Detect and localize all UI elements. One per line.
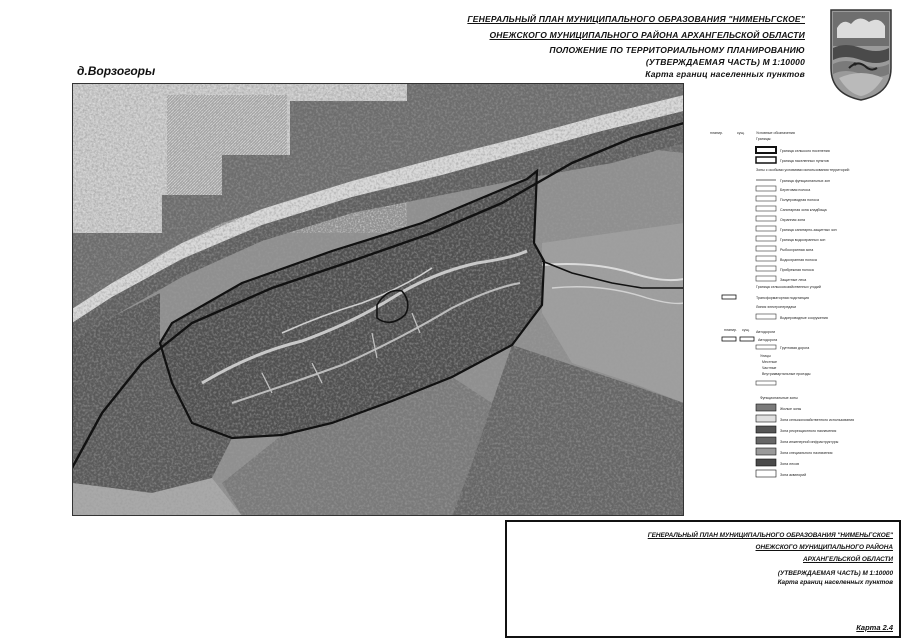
- legend-swatch: [756, 186, 776, 191]
- legend-zone-swatch: [756, 415, 776, 422]
- legend-item-label: Граница водоохранных зон: [780, 238, 826, 242]
- legend-col-plan: планир.: [710, 131, 724, 135]
- legend-zone-swatch: [756, 437, 776, 444]
- legend-col-plan: планир.: [724, 328, 738, 332]
- legend-item-label: Граница функциональных зон: [780, 179, 831, 183]
- stamp-line-5: Карта границ населенных пунктов: [777, 579, 893, 586]
- legend-swatch: [756, 147, 776, 153]
- legend-zone-swatch: [756, 459, 776, 466]
- legend-swatch: [756, 196, 776, 201]
- header-line-2: ОНЕЖСКОГО МУНИЦИПАЛЬНОГО РАЙОНА АРХАНГЕЛЬСКОЙ ОБЛАСТИ: [489, 30, 805, 40]
- legend-item-label: Граница санитарно-защитных зон: [780, 228, 837, 232]
- legend-item-label: Трансформаторная подстанция: [756, 296, 810, 300]
- legend-swatch: [756, 256, 776, 261]
- legend-swatch: [756, 206, 776, 211]
- header-line-5: Карта границ населенных пунктов: [645, 69, 805, 79]
- legend-swatch: [756, 236, 776, 241]
- legend-item-label: Зоны с особыми условиями использования территорий:: [756, 168, 850, 172]
- header-line-3: ПОЛОЖЕНИЕ ПО ТЕРРИТОРИАЛЬНОМУ ПЛАНИРОВАНИЮ: [549, 45, 805, 55]
- legend-transport-label: Частные: [762, 366, 777, 370]
- legend-zones: [756, 396, 854, 477]
- legend-border-items: [722, 147, 850, 320]
- legend-swatch: [756, 381, 776, 385]
- village-label: д.Ворзогоры: [77, 64, 156, 78]
- legend-zone-label: Зона инженерной инфраструктуры: [780, 440, 839, 444]
- legend-col-exist: сущ.: [737, 131, 745, 135]
- legend-zone-label: Зона акваторий: [780, 473, 807, 477]
- stamp-line-1: ГЕНЕРАЛЬНЫЙ ПЛАН МУНИЦИПАЛЬНОГО ОБРАЗОВАНИЯ "НИМЕНЬГСКОЕ": [647, 532, 893, 539]
- legend-col-exist: сущ.: [742, 328, 750, 332]
- legend-zone-swatch: [756, 470, 776, 477]
- legend-section-transport: Автодороги: [756, 330, 776, 334]
- legend-swatch: [756, 216, 776, 221]
- legend-item-label: Прибрежная полоса: [780, 268, 814, 272]
- legend-section-borders: Границы:: [756, 137, 772, 141]
- legend-transport-label: Внутриквартальные проезды: [762, 372, 811, 376]
- legend-swatch: [756, 345, 776, 349]
- legend-item-label: Линия электропередачи: [756, 305, 797, 309]
- legend-item-label: Водопроводные сооружения: [780, 316, 828, 320]
- legend-zone-label: Зона лесов: [780, 462, 799, 466]
- legend-transport-label: Автодорога: [758, 338, 778, 342]
- legend-section-zones: Функциональные зоны: [760, 396, 798, 400]
- legend-transport-label: Грунтовая дорога: [780, 346, 810, 350]
- legend-swatch: [756, 314, 776, 319]
- legend-item-label: Граница населенных пунктов: [780, 159, 829, 163]
- sheet-number: Карта 2.4: [856, 623, 893, 632]
- legend-transport: [722, 328, 811, 385]
- legend-item-label: Санитарная зона кладбища: [780, 208, 827, 212]
- legend-item-label: Рыбоохранная зона: [780, 248, 814, 252]
- legend-item-label: Охранная зона: [780, 218, 806, 222]
- legend-zone-swatch: [756, 426, 776, 433]
- legend-swatch: [756, 276, 776, 281]
- coat-of-arms-icon: [829, 8, 893, 102]
- legend-zone-label: Зона специального назначения: [780, 451, 833, 455]
- legend-swatch: [740, 337, 754, 341]
- legend-item-label: Водоохранная полоса: [780, 258, 817, 262]
- legend-zone-label: Жилые зоны: [780, 407, 802, 411]
- legend-item-label: Полупроводная полоса: [780, 198, 819, 202]
- legend-transport-label: Улицы: [760, 354, 771, 358]
- legend-zone-swatch: [756, 404, 776, 411]
- legend-item-label: Граница сельского поселения: [780, 149, 830, 153]
- legend-swatch: [756, 226, 776, 231]
- title-stamp: [505, 520, 901, 638]
- legend-item-label: Береговая полоса: [780, 188, 811, 192]
- legend-swatch: [756, 266, 776, 271]
- legend-item-label: Защитные леса: [780, 278, 807, 282]
- legend-zone-swatch: [756, 448, 776, 455]
- legend-zone-label: Зона сельскохозяйственного использования: [780, 418, 855, 422]
- stamp-line-4: (УТВЕРЖДАЕМАЯ ЧАСТЬ) М 1:10000: [777, 570, 893, 577]
- legend-title: Условные обозначения: [756, 131, 795, 135]
- stamp-line-3: АРХАНГЕЛЬСКОЙ ОБЛАСТИ: [803, 556, 893, 563]
- legend-transport-label: Местные: [762, 360, 778, 364]
- legend-swatch: [722, 295, 736, 299]
- map-legend: [700, 125, 905, 485]
- legend-swatch: [722, 337, 736, 341]
- settlement-map: [72, 83, 684, 516]
- legend-swatch: [756, 246, 776, 251]
- legend-swatch: [756, 157, 776, 163]
- legend-zone-label: Зона рекреационного назначения: [780, 429, 837, 433]
- header-line-4: (УТВЕРЖДАЕМАЯ ЧАСТЬ) М 1:10000: [645, 57, 805, 67]
- stamp-line-2: ОНЕЖСКОГО МУНИЦИПАЛЬНОГО РАЙОНА: [755, 544, 893, 551]
- header-line-1: ГЕНЕРАЛЬНЫЙ ПЛАН МУНИЦИПАЛЬНОГО ОБРАЗОВАНИЯ "НИМЕНЬГСКОЕ": [467, 14, 805, 24]
- legend-item-label: Граница сельскохозяйственных угодий: [756, 285, 821, 289]
